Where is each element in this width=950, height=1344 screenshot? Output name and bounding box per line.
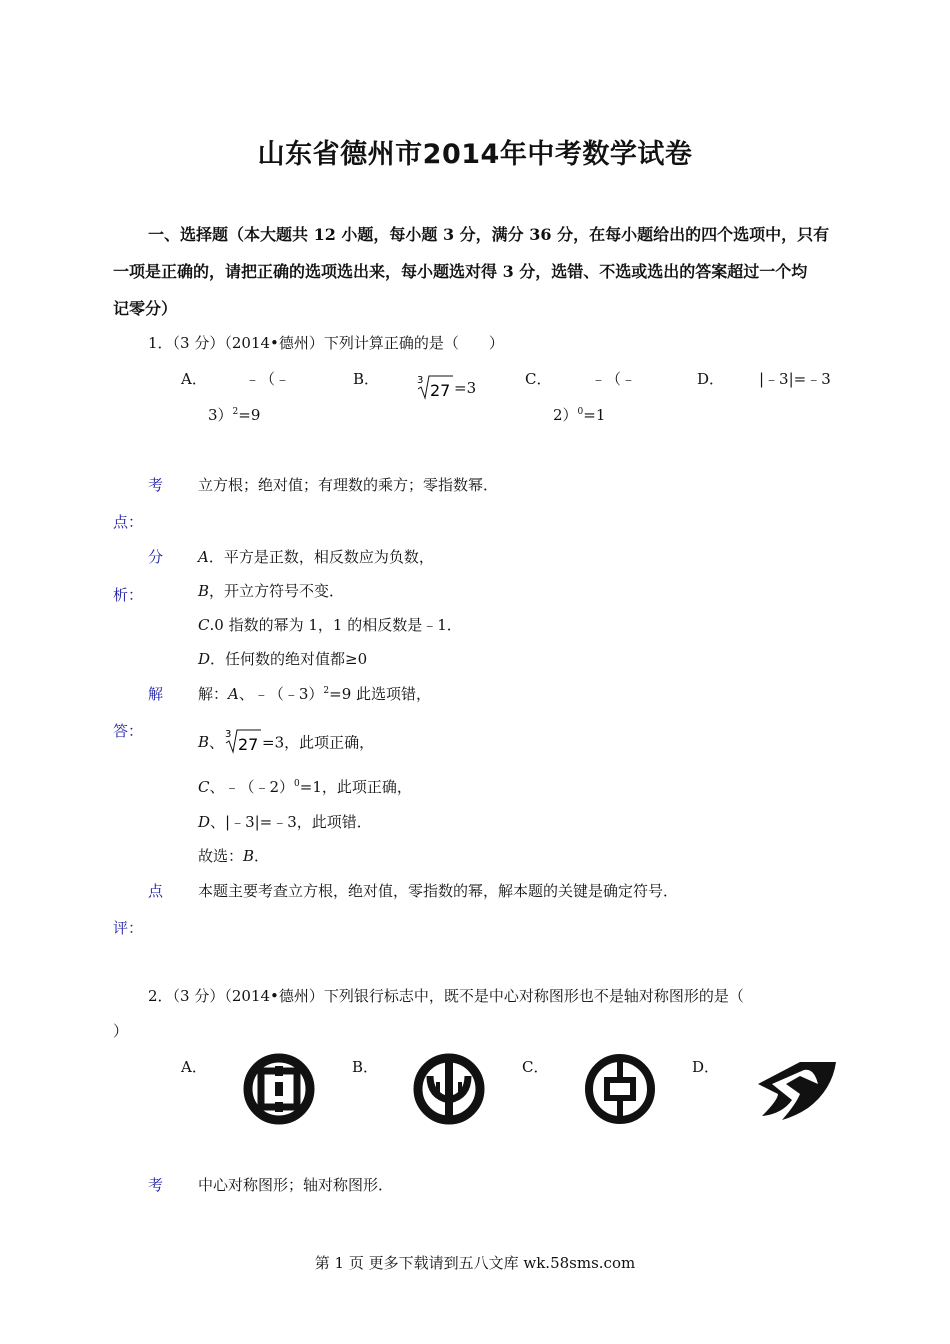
svg-text:3: 3: [417, 375, 424, 386]
q1-kaodian-label-top: 考: [148, 476, 164, 494]
section-heading-line2: 一项是正确的，请把正确的选项选出来，每小题选对得 3 分，选错、不选或选出的答案超过一个均: [113, 262, 808, 281]
q1-fenxi-label-top: 分: [148, 548, 164, 566]
q1-jieda-label-bottom: 答：: [113, 722, 144, 740]
svg-text:27: 27: [430, 381, 451, 400]
q1-kaodian-text: 立方根；绝对值；有理数的乘方；零指数幂．: [198, 476, 499, 494]
page-title: 山东省德州市2014年中考数学试卷: [257, 139, 693, 170]
q1-fenxi-line-d: D．任何数的绝对值都≥0: [198, 650, 368, 668]
q1-fenxi-line-a: A．平方是正数，相反数应为负数，: [198, 548, 434, 566]
q2-stem: 2．（3 分）（2014•德州）下列银行标志中，既不是中心对称图形也不是轴对称图形的是（: [148, 987, 744, 1005]
q1-dianping-text: 本题主要考查立方根，绝对值，零指数的幂，解本题的关键是确定符号．: [198, 882, 679, 900]
section-heading-line1: 一、选择题（本大题共 12 小题，每小题 3 分，满分 36 分，在每小题给出的四个选项中，只有: [148, 225, 830, 244]
q1-option-c-label: C．: [525, 370, 552, 388]
q1-jieda-label-top: 解: [148, 685, 164, 703]
section-heading-line3: 记零分）: [113, 299, 178, 318]
q1-option-c-line1: ﹣（﹣: [591, 370, 637, 388]
q1-option-a-label: A．: [181, 370, 207, 388]
bank-logo-c-icon: [583, 1052, 657, 1126]
q1-jieda-line5: 故选：B．: [198, 847, 270, 865]
q1-fenxi-line-b: B，开立方符号不变．: [198, 582, 345, 600]
q2-option-c-label: C．: [522, 1058, 549, 1076]
cube-root-symbol: [416, 372, 454, 404]
svg-text:27: 27: [238, 735, 259, 754]
q2-option-b-label: B．: [352, 1058, 379, 1076]
q2-option-a-label: A．: [181, 1058, 207, 1076]
bank-logo-b-icon: [412, 1052, 486, 1126]
q1-jieda-line4: D、|﹣3|=﹣3，此项错．: [198, 813, 372, 831]
q1-option-a-line1: ﹣（﹣: [245, 370, 291, 388]
q1-option-c-line2: 2）$^0$=1: [553, 406, 606, 424]
q1-fenxi-line-c: C.0 指数的幂为 1，1 的相反数是﹣1．: [198, 616, 462, 634]
q1-option-d-label: D．: [697, 370, 725, 388]
q1-kaodian-label-bottom: 点：: [113, 513, 144, 531]
q1-option-a-line2: 3）$^2$=9: [208, 406, 261, 424]
q2-kaodian-text: 中心对称图形；轴对称图形．: [198, 1176, 394, 1194]
q1-option-b-expr: 3 27 =3: [416, 372, 476, 404]
q1-stem: 1．（3 分）（2014•德州）下列计算正确的是（ ）: [148, 334, 504, 352]
cube-root-symbol: [224, 726, 262, 758]
q1-jieda-line3: C、﹣（﹣2）$^0$=1，此项正确，: [198, 778, 412, 796]
bank-logo-a-icon: [242, 1052, 316, 1126]
q1-option-b-label: B．: [353, 370, 380, 388]
q2-option-d-label: D．: [692, 1058, 720, 1076]
q1-option-d-text: |﹣3|=﹣3: [759, 370, 831, 388]
q1-fenxi-label-bottom: 析：: [113, 586, 144, 604]
svg-text:3: 3: [225, 729, 232, 740]
q1-dianping-label-top: 点: [148, 882, 164, 900]
bank-logo-d-icon: [752, 1054, 838, 1124]
page-footer: 第 1 页 更多下载请到五八文库 wk.58sms.com: [314, 1254, 636, 1272]
q2-stem-cont: ）: [113, 1022, 129, 1040]
q1-jieda-line1: 解：A、﹣（﹣3）$^2$=9 此选项错，: [198, 685, 432, 703]
q1-dianping-label-bottom: 评：: [113, 919, 144, 937]
q2-kaodian-label-top: 考: [148, 1176, 164, 1194]
q1-jieda-line2: B、 3 27 =3，此项正确，: [198, 726, 374, 758]
